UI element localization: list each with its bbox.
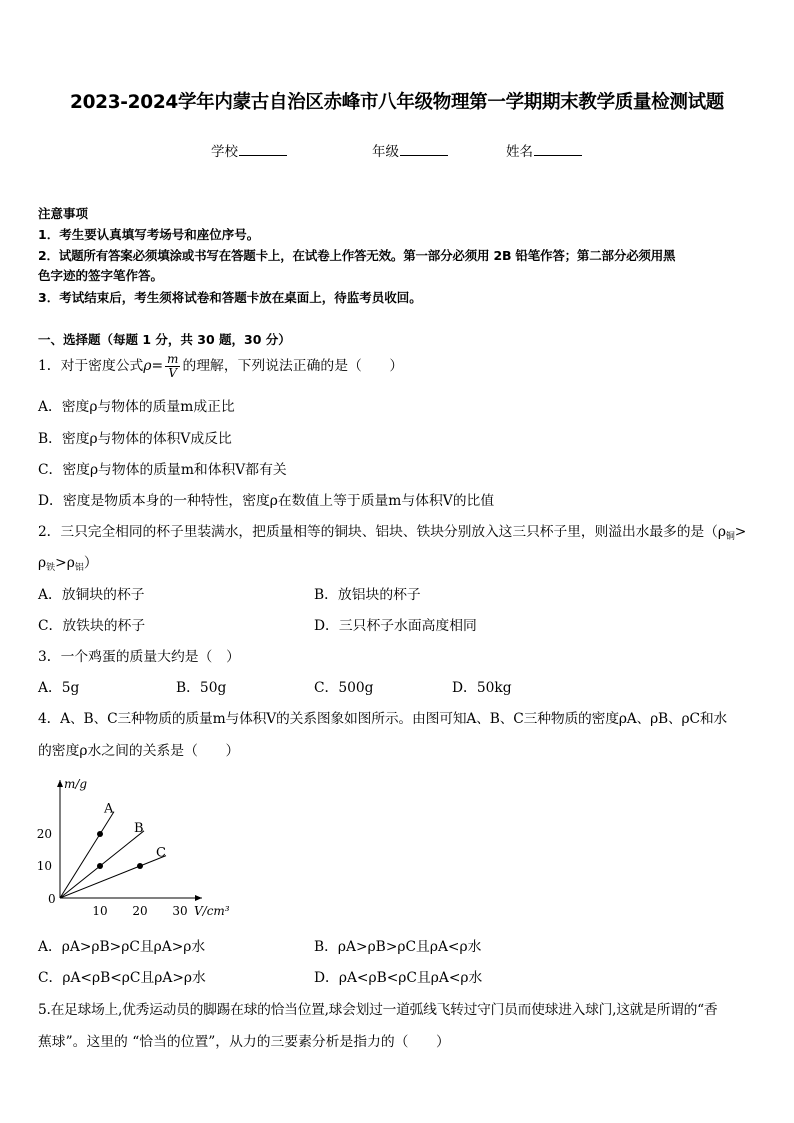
grade-blank[interactable] [400,143,448,156]
question-4-option-b[interactable]: B．ρA>ρB>ρC且ρA<ρ水 [314,939,482,955]
mass-volume-chart [30,768,240,928]
series-label-b: B [134,820,144,836]
name-blank[interactable] [534,143,582,156]
series-label-a: A [104,801,114,817]
density-fraction: $\frac{m}{V}$ [167,352,179,380]
school-blank[interactable] [239,143,287,156]
question-4-option-c[interactable]: C．ρA<ρB<ρC且ρA>ρ水 [38,970,206,986]
y-tick-label: 20 [36,827,52,841]
question-2-option-a[interactable]: A．放铜块的杯子 [38,587,145,603]
data-point-a [97,831,103,837]
note-3: 3．考试结束后，考生须将试卷和答题卡放在桌面上，待监考员收回。 [38,290,422,305]
school-field: 学校 [211,140,287,160]
y-tick-label: 10 [36,859,52,873]
data-point-c [137,863,143,869]
note-2: 2．试题所有答案必须填涂或书写在答题卡上，在试卷上作答无效。第一部分必须用 2B 铅笔作答；第二部分必须用黑 [38,248,676,263]
series-line-a [60,812,114,898]
notes-heading: 注意事项 [38,206,89,221]
y-axis-label: m/g [64,777,88,791]
question-4-stem: 4．A、B、C三种物质的质量m与体积V的关系图象如图所示。由图可知A、B、C三种物质的密度ρA、ρB、ρC和水 [38,711,728,727]
question-3-stem: 3．一个鸡蛋的质量大约是（ ） [38,649,240,665]
question-5-stem: 5.在足球场上,优秀运动员的脚踢在球的恰当位置,球会划过一道弧线飞转过守门员而使球进入球门,这就是所谓的“香 [38,1002,718,1018]
note-2-cont: 色字迹的签字笔作答。 [38,268,164,283]
question-4-stem-cont: 的密度ρ水之间的关系是（ ） [38,743,240,759]
question-3-option-c[interactable]: C．500g [314,680,374,696]
question-4-option-d[interactable]: D．ρA<ρB<ρC且ρA<ρ水 [314,970,483,986]
series-label-c: C [156,845,166,861]
question-3-option-a[interactable]: A．5g [38,680,80,696]
series-line-c [60,856,166,898]
data-point-b [97,863,103,869]
question-1-option-b[interactable]: B．密度ρ与物体的体积V成反比 [38,431,232,447]
question-1-option-a[interactable]: A．密度ρ与物体的质量m成正比 [38,399,235,415]
question-3-option-b[interactable]: B．50g [176,680,227,696]
page-title: 2023-2024学年内蒙古自治区赤峰市八年级物理第一学期期末教学质量检测试题 [70,92,724,113]
question-5-stem-cont: 蕉球”。这里的 “恰当的位置”，从力的三要素分析是指力的（ ） [38,1034,450,1050]
x-tick-label: 10 [92,904,108,918]
origin-label: 0 [48,892,56,906]
x-tick-label: 20 [132,904,148,918]
grade-field: 年级 [372,140,448,160]
section-heading: 一、选择题（每题 1 分，共 30 题，30 分） [38,332,291,347]
question-3-option-d[interactable]: D．50kg [452,680,512,696]
question-1-option-d[interactable]: D．密度是物质本身的一种特性，密度ρ在数值上等于质量m与体积V的比值 [38,493,495,509]
name-field: 姓名 [506,140,582,160]
question-2-option-d[interactable]: D．三只杯子水面高度相同 [314,618,477,634]
question-2-stem-cont: $\rho_铁>\rho_铝$） [38,555,98,573]
question-1-stem: 1．对于密度公式ρ= $\frac{m}{V}$ 的理解，下列说法正确的是（ ） [38,352,404,380]
question-2-option-c[interactable]: C．放铁块的杯子 [38,618,146,634]
question-2-option-b[interactable]: B．放铝块的杯子 [314,587,421,603]
question-2-stem: 2．三只完全相同的杯子里装满水，把质量相等的铜块、铝块、铁块分别放入这三只杯子里，则溢出水最多的是（$\rho_铜>$ [38,524,747,542]
note-1: 1．考生要认真填写考场号和座位序号。 [38,227,260,242]
x-axis-label: V/cm³ [194,904,230,918]
question-1-option-c[interactable]: C．密度ρ与物体的质量m和体积V都有关 [38,462,287,478]
x-tick-label: 30 [172,904,188,918]
question-4-option-a[interactable]: A．ρA>ρB>ρC且ρA>ρ水 [38,939,206,955]
